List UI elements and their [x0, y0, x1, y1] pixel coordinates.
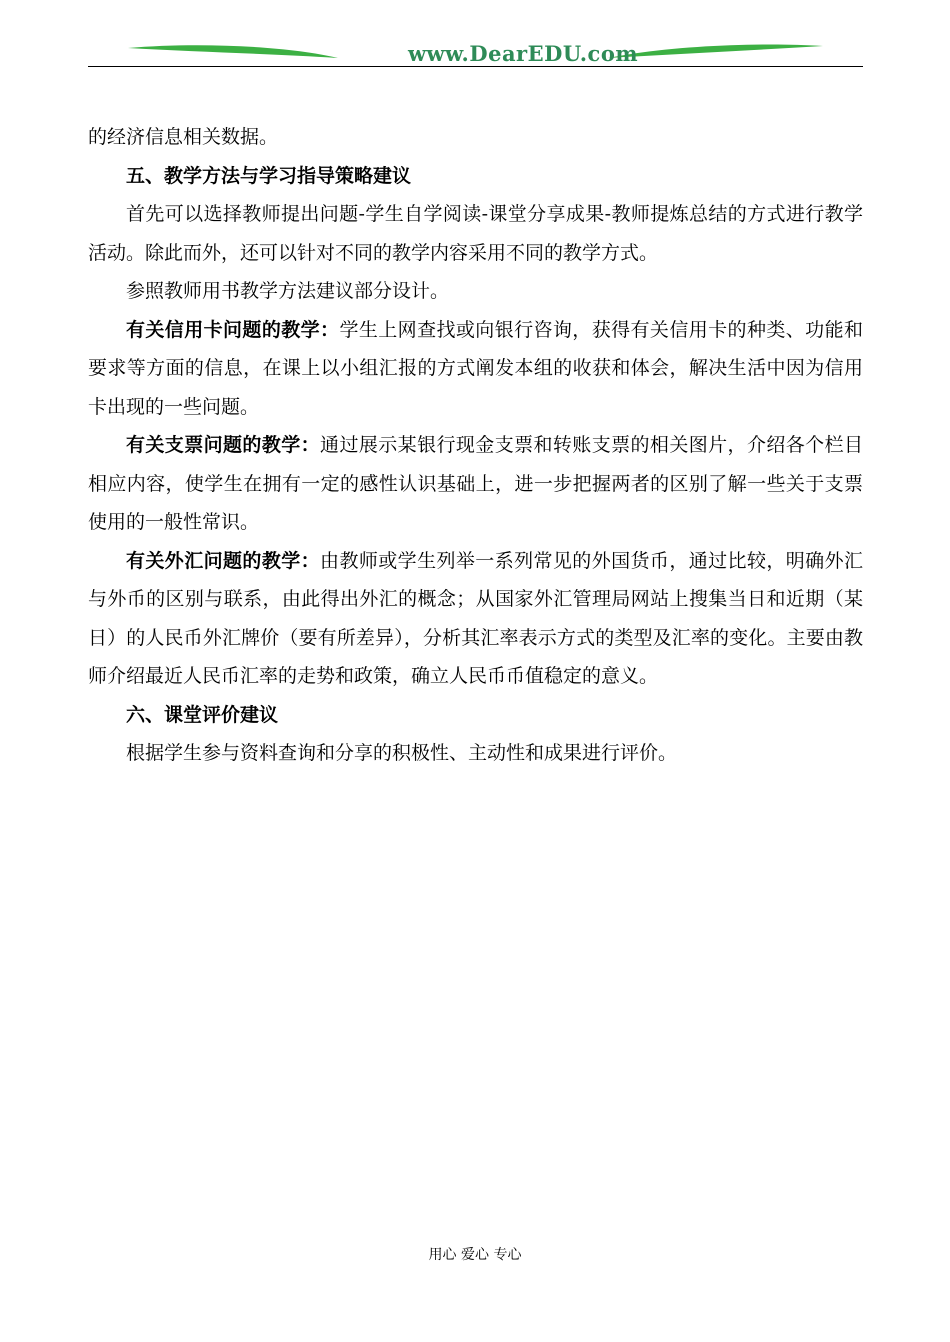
paragraph-credit-card	[88, 311, 863, 427]
page-header	[88, 36, 863, 70]
paragraph-cheque	[88, 426, 863, 542]
section-heading-5: 五、教学方法与学习指导策略建议	[126, 164, 412, 187]
section-heading-6: 六、课堂评价建议	[126, 703, 279, 726]
text-cheque: 通过展示某银行现金支票和转账支票的相关图片，介绍各个栏目相应内容，使学生在拥有一定的感性认识基础上，进一步把握两者的区别了解一些关于支票使用的一般性常识。	[88, 434, 863, 533]
paragraph-forex	[88, 542, 863, 696]
document-body	[88, 118, 863, 773]
text-credit-card: 学生上网查找或向银行咨询，获得有关信用卡的种类、功能和要求等方面的信息，在课上以小组汇报的方式阐发本组的收获和体会，解决生活中因为信用卡出现的一些问题。	[88, 318, 863, 418]
text-forex: 由教师或学生列举一系列常见的外国货币，通过比较，明确外汇与外币的区别与联系，由此得出外汇的概念；从国家外汇管理局网站上搜集当日和近期（某日）的人民币外汇牌价（要有所差异），分析其汇率表示方式的类型及汇率的变化。主要由教师介绍最近人民币汇率的走势和政策，确立人民币币值稳定的意义。	[88, 549, 863, 687]
header-divider	[88, 66, 863, 67]
site-url: www.DearEDU.com	[407, 41, 639, 66]
paragraph-continuation: 的经济信息相关数据。	[88, 126, 279, 148]
paragraph-evaluation: 根据学生参与资料查询和分享的积极性、主动性和成果进行评价。	[126, 742, 678, 764]
page-footer: 用心 爱心 专心	[428, 1247, 522, 1263]
paragraph-method: 首先可以选择教师提出问题-学生自学阅读-课堂分享成果-教师提炼总结的方式进行教学活动。除此而外，还可以针对不同的教学内容采用不同的教学方式。	[88, 203, 863, 264]
lead-credit-card: 有关信用卡问题的教学：	[126, 318, 340, 341]
paragraph-reference: 参照教师用书教学方法建议部分设计。	[126, 280, 450, 302]
lead-forex: 有关外汇问题的教学：	[126, 549, 321, 572]
lead-cheque: 有关支票问题的教学：	[126, 434, 321, 456]
